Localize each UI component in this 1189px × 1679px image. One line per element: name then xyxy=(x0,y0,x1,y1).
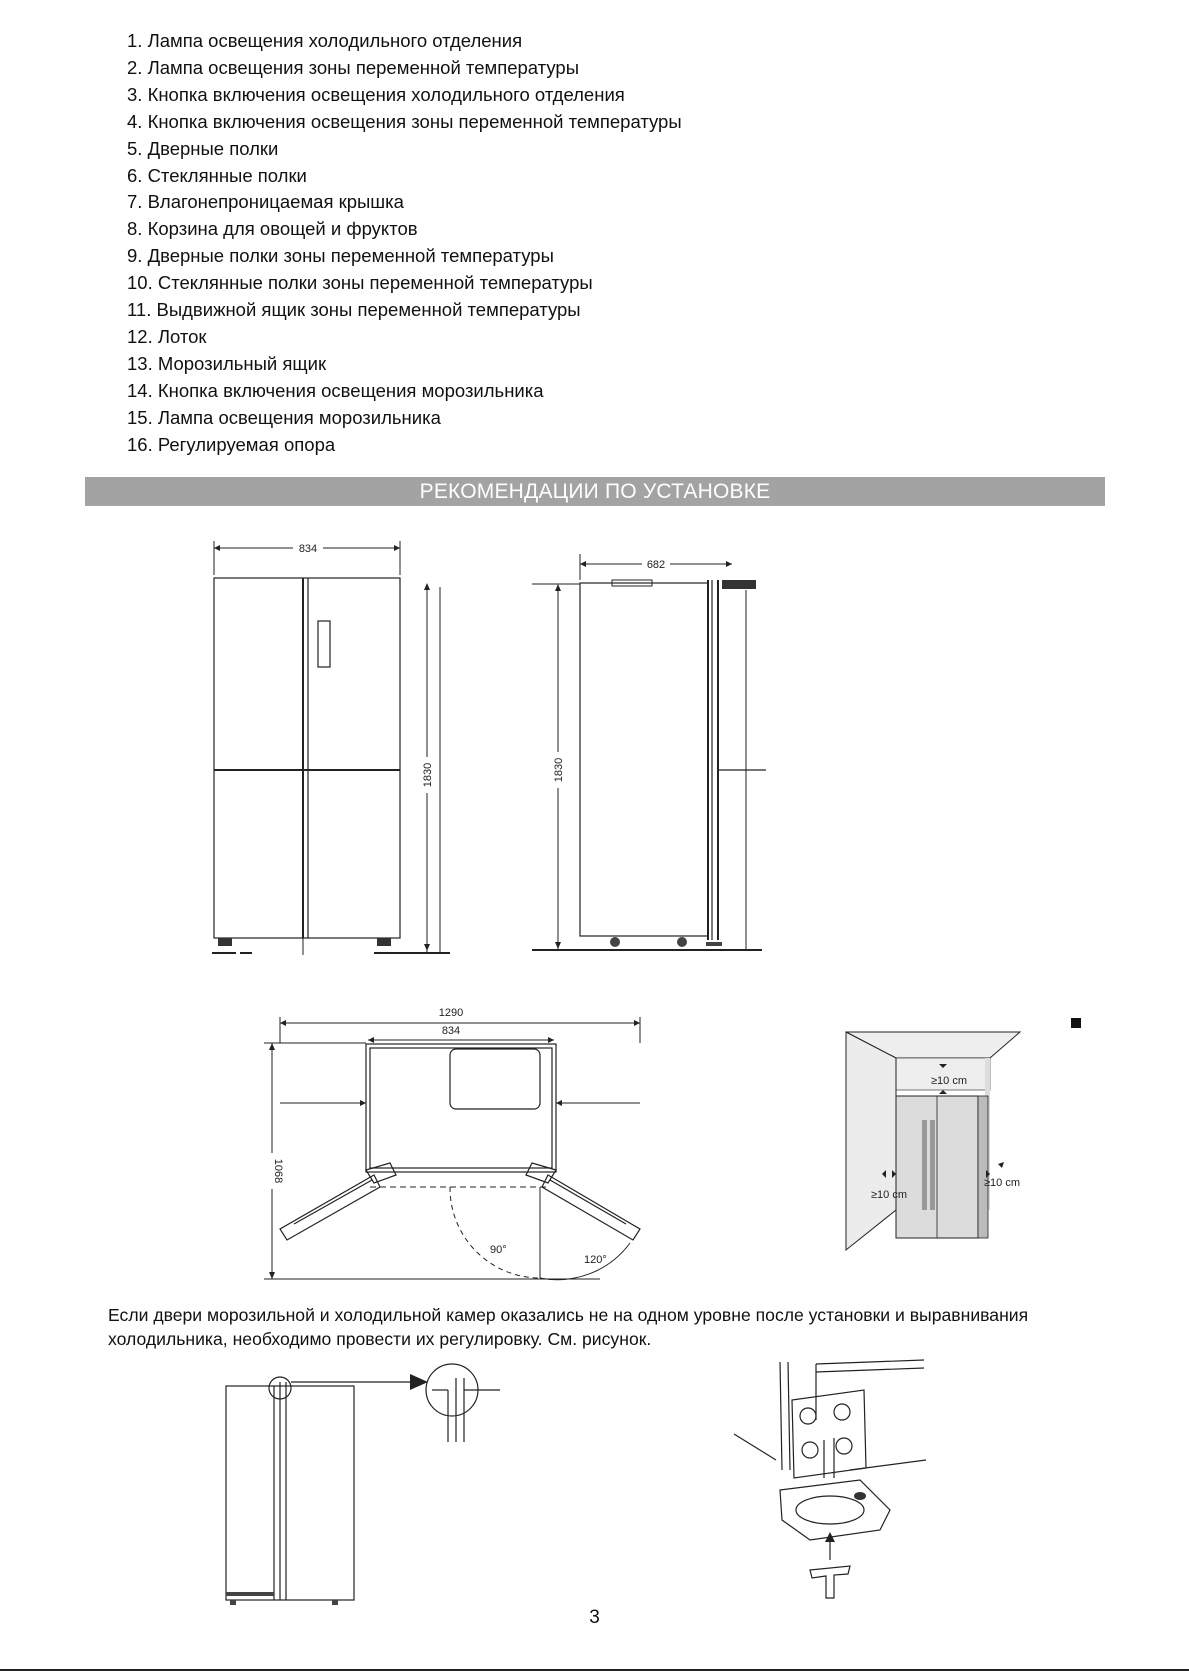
list-item: 5. Дверные полки xyxy=(127,137,279,159)
section-title-banner: РЕКОМЕНДАЦИИ ПО УСТАНОВКЕ xyxy=(85,477,1105,506)
square-bullet-icon xyxy=(1071,1018,1081,1028)
front-height-label: 1830 xyxy=(422,762,434,788)
hinge-adjustment-drawing xyxy=(730,1360,930,1605)
clearance-left-label: ≥10 cm xyxy=(871,1189,907,1201)
clearance-drawing xyxy=(840,1030,1040,1260)
list-item: 7. Влагонепроницаемая крышка xyxy=(127,191,404,213)
list-item: 6. Стеклянные полки xyxy=(127,164,307,186)
adjust-paragraph: Если двери морозильной и холодильной камер оказались не на одном уровне после установки и выравнивания холодильника, необходимо провести их регулировку. См. рисунок. xyxy=(108,1305,1029,1349)
page-number: 3 xyxy=(589,1607,600,1628)
top-depth-label: 1068 xyxy=(272,1158,284,1184)
top-view-drawing xyxy=(250,1003,670,1293)
front-view-drawing xyxy=(200,535,460,960)
list-item: 14. Кнопка включения освещения морозильника xyxy=(127,379,544,401)
list-item: 8. Корзина для овощей и фруктов xyxy=(127,218,418,240)
list-item: 9. Дверные полки зоны переменной температуры xyxy=(127,245,554,267)
top-angle-right-label: 120° xyxy=(584,1254,607,1266)
side-height-label: 1830 xyxy=(553,757,565,783)
list-item: 13. Морозильный ящик xyxy=(127,352,327,374)
list-item: 12. Лоток xyxy=(127,325,207,347)
front-width-label: 834 xyxy=(298,543,318,555)
list-item: 11. Выдвижной ящик зоны переменной температуры xyxy=(127,299,581,321)
list-item: 2. Лампа освещения зоны переменной температуры xyxy=(127,56,579,78)
list-item: 1. Лампа освещения холодильного отделения xyxy=(127,30,523,51)
list-item: 10. Стеклянные полки зоны переменной температуры xyxy=(127,272,593,294)
list-item: 4. Кнопка включения освещения зоны переменной температуры xyxy=(127,110,682,132)
list-item: 3. Кнопка включения освещения холодильного отделения xyxy=(127,83,625,105)
parts-list xyxy=(127,28,682,459)
top-total-width-label: 1290 xyxy=(438,1007,464,1019)
top-width-label: 834 xyxy=(441,1025,461,1037)
clearance-right-label: ≥10 cm xyxy=(984,1177,1020,1189)
side-depth-label: 682 xyxy=(646,559,666,571)
bottom-divider xyxy=(0,1669,1189,1671)
top-angle-left-label: 90° xyxy=(490,1244,507,1256)
list-item: 16. Регулируемая опора xyxy=(127,433,336,455)
door-level-drawing xyxy=(220,1360,540,1610)
clearance-top-label: ≥10 cm xyxy=(931,1075,967,1087)
side-view-drawing xyxy=(520,550,790,960)
list-item: 15. Лампа освещения морозильника xyxy=(127,406,441,428)
